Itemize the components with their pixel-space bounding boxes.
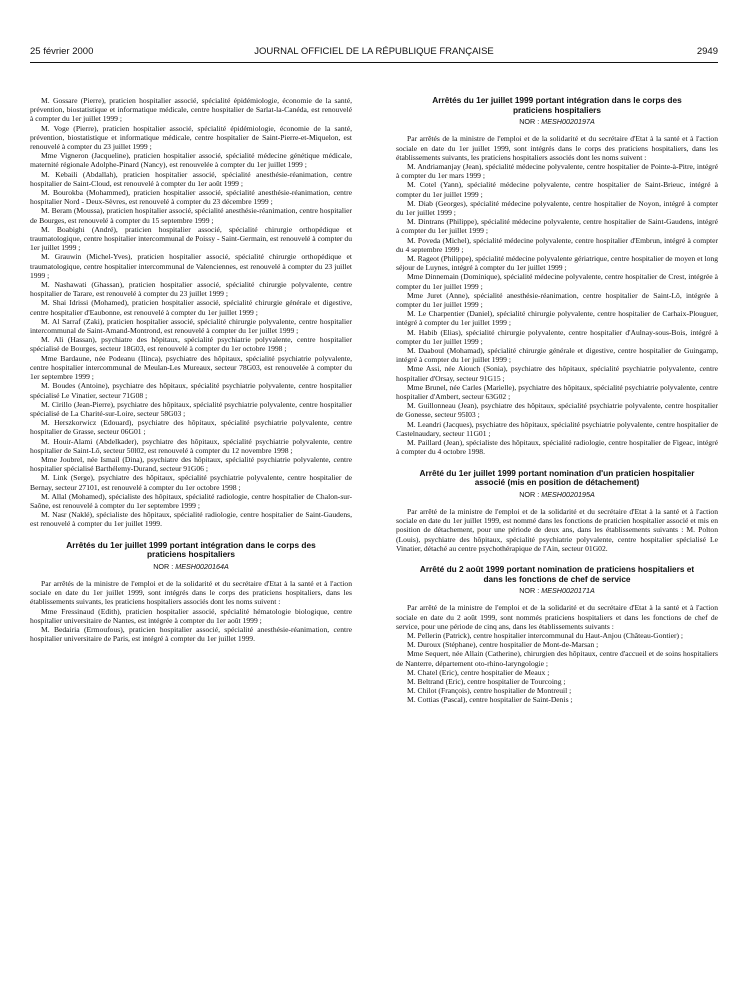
section-paragraphs xyxy=(396,134,718,456)
paragraph: Mme Brunel, née Carles (Marielle), psychiatre des hôpitaux, spécialité psychiatrie polyvalente, centre hospitalier d'Ambert, secteur 63G02 ; xyxy=(396,382,718,402)
paragraph: M. Chilot (François), centre hospitalier de Montreuil ; xyxy=(407,686,572,696)
nor-label: NOR : xyxy=(153,561,174,571)
paragraph: M. Kebaili (Abdallah), praticien hospitalier associé, spécialité anesthésie-réanimation, centre hospitalier de Saint-Cloud, est renouvelé à compter du 1er août 1999 ; xyxy=(30,169,352,188)
paragraph: M. Paillard (Jean), spécialiste des hôpitaux, spécialité radiologie, centre hospitalier de Figeac, intégré à compter du 4 octobre 1998. xyxy=(396,438,718,457)
paragraph: Mme Sequert, née Allain (Catherine), chirurgien des hôpitaux, centre d'accueil et de soins hospitaliers de Nanterre, département oto-rhino-laryngologie ; xyxy=(396,649,718,668)
paragraph: M. Houir-Alami (Abdelkader), psychiatre des hôpitaux, spécialité psychiatrie polyvalente, centre hospitalier de Saint-Lô, secteur 50l02, est renouvelé à compter du 12 novembre 1998 ; xyxy=(30,436,352,455)
paragraph: M. Beram (Moussa), praticien hospitalier associé, spécialité anesthésie-réanimation, centre hospitalier de Bourges, est renouvelé à compter du 15 septembre 1999 ; xyxy=(30,206,352,225)
paragraph: M. Diab (Georges), spécialité médecine polyvalente, centre hospitalier de Noyon, intégré à compter du 1er juillet 1999 ; xyxy=(396,198,718,218)
nor-code: MESH0020195A xyxy=(541,489,595,499)
paragraph: M. Duroux (Stéphane), centre hospitalier de Mont-de-Marsan ; xyxy=(407,640,599,650)
nor-code: MESH0020197A xyxy=(541,117,595,127)
paragraph: M. Beltrand (Eric), centre hospitalier de Tourcoing ; xyxy=(407,676,566,686)
paragraph: M. Gossare (Pierre), praticien hospitalier associé, spécialité épidémiologie, économie de la santé, prévention, biostatistique et informatique médicale, centre hospitalier de Sarlat-la-Canéda, est renouvelé à compter du 1er juillet 1999 ; xyxy=(30,96,352,124)
paragraph: Par arrêté de la ministre de l'emploi et de la solidarité et du secrétaire d'Etat à la santé et à l'action sociale en date du 1er juillet 1999, est nommé dans les fonctions de praticien hospitalier associé et mis en position de détachement, pour une période de deux ans, dans les établissements suivants : M. Polton (Louis), psychiatre des hôpitaux, spécialité psychiatrie polyvalente, centre hospitalier spécialisé Le Vinatier, détaché au centre psychothérapique de l'Ain, secteur 01G02. xyxy=(396,506,718,553)
paragraph: Mme Dinnemain (Dominique), spécialité médecine polyvalente, centre hospitalier de Crest, intégrée à compter du 1er juillet 1999 ; xyxy=(396,272,718,291)
paragraph: Mme Fressinaud (Edith), praticien hospitalier associé, spécialité hématologie biologique, centre hospitalier universitaire de Nantes, est intégrée à compter du 1er août 1999 ; xyxy=(30,606,352,625)
section-title: Arrêté du 2 août 1999 portant nomination de praticiens hospitaliers et dans les fonctions de chef de service xyxy=(419,563,695,584)
section-title: Arrêtés du 1er juillet 1999 portant intégration dans le corps des praticiens hospitaliers xyxy=(66,539,316,560)
paragraph: M. Daaboul (Mohamad), spécialité chirurgie générale et digestive, centre hospitalier de Guingamp, intégré à compter du 1er juillet 1999 ; xyxy=(396,346,718,365)
section-paragraphs xyxy=(30,579,352,643)
nor-label: NOR : xyxy=(519,117,540,127)
paragraph: M. Nashawati (Ghassan), praticien hospitalier associé, spécialité chirurgie polyvalente, centre hospitalier de Tarare, est renouvelé à compter du 23 juillet 1999 ; xyxy=(30,280,352,299)
paragraph: M. Voge (Pierre), praticien hospitalier associé, spécialité épidémiologie, économie de la santé, prévention, biostatistique et informatique médicale, centre hospitalier de Saint-Pierre-et-Miquelon, est renouvelé à compter du 23 juillet 1999 ; xyxy=(30,123,352,152)
paragraph: M. Boudes (Antoine), psychiatre des hôpitaux, spécialité psychiatrie polyvalente, centre hospitalier spécialisé Le Vinatier, secteur 71G08 ; xyxy=(30,381,352,400)
paragraph: Mme Vigneron (Jacqueline), praticien hospitalier associé, spécialité médecine génétique médicale, maternité régionale Adolphe-Pinard (Nancy), est renouvelée à compter du 1er juillet 1999 ; xyxy=(30,151,352,170)
paragraph: M. Shai Idrissi (Mohamed), praticien hospitalier associé, spécialité chirurgie générale et digestive, centre hospitalier d'Eaubonne, est renouvelé à compter du 1er juillet 1999 ; xyxy=(30,298,352,317)
left-column xyxy=(30,96,352,643)
paragraph: M. Habib (Elias), spécialité chirurgie polyvalente, centre hospitalier d'Aulnay-sous-Bois, intégré à compter du 1er juillet 1999 ; xyxy=(396,327,718,346)
paragraph: M. Chatel (Eric), centre hospitalier de Meaux ; xyxy=(407,667,550,677)
nor-code: MESH0020171A xyxy=(541,586,595,596)
nor-label: NOR : xyxy=(519,586,540,596)
header-journal-title: JOURNAL OFFICIEL DE LA RÉPUBLIQUE FRANÇAISE xyxy=(254,46,494,57)
paragraph: M. Dintrans (Philippe), spécialité médecine polyvalente, centre hospitalier de Saint-Gaudens, intégré à compter du 1er juillet 1999 ; xyxy=(396,217,718,236)
nor-reference xyxy=(30,562,352,571)
paragraph: M. Bourokba (Mohammed), praticien hospitalier associé, spécialité anesthésie-réanimation, centre hospitalier Nord - Deux-Sèvres, est renouvelé à compter du 23 décembre 1999 ; xyxy=(30,188,352,207)
page-header xyxy=(30,46,718,62)
section-paragraphs xyxy=(396,507,718,553)
nor-code: MESH0020164A xyxy=(175,561,229,571)
paragraph: M. Cotel (Yann), spécialité médecine polyvalente, centre hospitalier de Saint-Brieuc, intégré à compter du 1er juillet 1999 ; xyxy=(396,180,718,199)
header-page-number: 2949 xyxy=(696,46,718,57)
paragraph: Par arrêtés de la ministre de l'emploi et de la solidarité et du secrétaire d'Etat à la santé et à l'action sociale en date du 1er juillet 1999, sont intégrés dans le corps des praticiens hospitaliers, dans les établissements suivants, les praticiens hospitaliers associés dont les noms suivent : xyxy=(396,134,718,162)
paragraph: Mme Joubrel, née Ismail (Dina), psychiatre des hôpitaux, spécialité psychiatrie polyvalente, centre hospitalier spécialisé Barthélemy-Durand, secteur 91G06 ; xyxy=(30,454,352,474)
section-paragraphs xyxy=(396,603,718,704)
paragraph: M. Cirillo (Jean-Pierre), psychiatre des hôpitaux, spécialité psychiatrie polyvalente, centre hospitalier spécialisé de La Charité-sur-Loire, secteur 58G03 ; xyxy=(30,399,352,418)
paragraph: M. Guillonneau (Jean), psychiatre des hôpitaux, spécialité psychiatrie polyvalente, centre hospitalier de Gonesse, secteur 95I03 ; xyxy=(396,401,718,420)
paragraph: M. Grauwin (Michel-Yves), praticien hospitalier associé, spécialité chirurgie orthopédique et traumatologique, centre hospitalier intercommunal de Valenciennes, est renouvelé à compter du 23 juillet 1999 ; xyxy=(30,252,352,280)
paragraph: M. Nasr (Naklé), spécialiste des hôpitaux, spécialité radiologie, centre hospitalier de Saint-Gaudens, est renouvelé à compter du 1er juillet 1999. xyxy=(30,510,352,529)
right-column xyxy=(396,96,718,705)
paragraph: M. Bedairia (Ermoufous), praticien hospitalier associé, spécialité anesthésie-réanimation, centre hospitalier universitaire de Paris, est intégré à compter du 1er juillet 1999. xyxy=(30,624,352,644)
left-paragraphs xyxy=(30,96,352,529)
paragraph: Mme Assi, née Aiouch (Sonia), psychiatre des hôpitaux, spécialité psychiatrie polyvalente, centre hospitalier d'Orsay, secteur 91G15 ; xyxy=(396,364,718,383)
paragraph: M. Al Sarraf (Zaki), praticien hospitalier associé, spécialité chirurgie polyvalente, centre hospitalier intercommunal de Saint-Amand-Montrond, est renouvelé à compter du 1er juillet 1999 ; xyxy=(30,316,352,336)
section-title: Arrêté du 1er juillet 1999 portant nomination d'un praticien hospitalier associé (mis en position de détachement) xyxy=(419,467,695,488)
nor-label: NOR : xyxy=(519,489,540,499)
paragraph: M. Poveda (Michel), spécialité médecine polyvalente, centre hospitalier d'Embrun, intégré à compter du 4 septembre 1999 ; xyxy=(396,235,718,254)
paragraph: M. Herszkorwicz (Edouard), psychiatre des hôpitaux, spécialité psychiatrie polyvalente, centre hospitalier de Grasse, secteur 06G01 ; xyxy=(30,418,352,437)
paragraph: M. Andriamanjay (Jean), spécialité médecine polyvalente, centre hospitalier de Pointe-à-Pitre, intégré à compter du 1er mars 1999 ; xyxy=(396,162,718,181)
paragraph: Par arrêté de la ministre de l'emploi et de la solidarité et du secrétaire d'Etat à la santé et à l'action sociale en date du 2 août 1999, sont nommés praticiens hospitaliers et dans les fonctions de chef de service, pour une période de cinq ans, dans les établissements suivants : xyxy=(396,603,718,631)
nor-reference xyxy=(396,117,718,126)
paragraph: Par arrêtés de la ministre de l'emploi et de la solidarité et du secrétaire d'Etat à la santé et à l'action sociale en date du 1er juillet 1999, sont intégrés dans le corps des praticiens hospitaliers, dans les établissements suivants, les praticiens hospitaliers associés dont les noms suivent : xyxy=(30,578,352,607)
nor-reference xyxy=(396,586,718,595)
section-title: Arrêtés du 1er juillet 1999 portant intégration dans le corps des praticiens hospitaliers xyxy=(432,95,682,115)
paragraph: M. Ali (Hassan), psychiatre des hôpitaux, spécialité psychiatrie polyvalente, centre hospitalier spécialisé de Bourges, secteur 18G03, est renouvelé à compter du 1er octobre 1998 ; xyxy=(30,335,352,354)
paragraph: Mme Bardaune, née Podeanu (Ilinca), psychiatre des hôpitaux, spécialité psychiatrie polyvalente, centre hospitalier intercommunal de Meulan-Les Mureaux, secteur 78G03, est renouvelée à compter du 1er septembre 1999 ; xyxy=(30,353,352,382)
paragraph: M. Allal (Mohamed), spécialiste des hôpitaux, spécialité radiologie, centre hospitalier de Chalon-sur-Saône, est renouvelé à compter du 1er septembre 1999 ; xyxy=(30,491,352,510)
header-date: 25 février 2000 xyxy=(30,46,94,57)
nor-reference xyxy=(396,490,718,499)
paragraph: M. Link (Serge), psychiatre des hôpitaux, spécialité psychiatrie polyvalente, centre hospitalier de Bernay, secteur 27101, est renouvelé à compter du 1er octobre 1998 ; xyxy=(30,473,352,492)
header-rule xyxy=(30,62,718,63)
paragraph: Mme Juret (Anne), spécialité anesthésie-réanimation, centre hospitalier de Saint-Lô, intégrée à compter du 1er juillet 1999 ; xyxy=(396,290,718,310)
paragraph: M. Cottias (Pascal), centre hospitalier de Saint-Denis ; xyxy=(407,695,573,705)
paragraph: M. Boabighi (André), praticien hospitalier associé, spécialité chirurgie orthopédique et traumatologique, centre hospitalier intercommunal de Poissy - Saint-Germain, est renouvelé à compter du 1er juillet 1999 ; xyxy=(30,224,352,253)
paragraph: M. Leandri (Jacques), psychiatre des hôpitaux, spécialité psychiatrie polyvalente, centre hospitalier de Castelnaudary, secteur 11G01 ; xyxy=(396,419,718,438)
paragraph: M. Le Charpentier (Daniel), spécialité chirurgie polyvalente, centre hospitalier de Carhaix-Plouguer, intégré à compter du 1er juillet 1999 ; xyxy=(396,309,718,328)
paragraph: M. Rageot (Philippe), spécialité médecine polyvalente gériatrique, centre hospitalier de moyen et long séjour de Luynes, intégré à compter du 1er juillet 1999 ; xyxy=(396,254,718,273)
paragraph: M. Pellerin (Patrick), centre hospitalier intercommunal du Haut-Anjou (Château-Gontier) ; xyxy=(407,630,684,640)
